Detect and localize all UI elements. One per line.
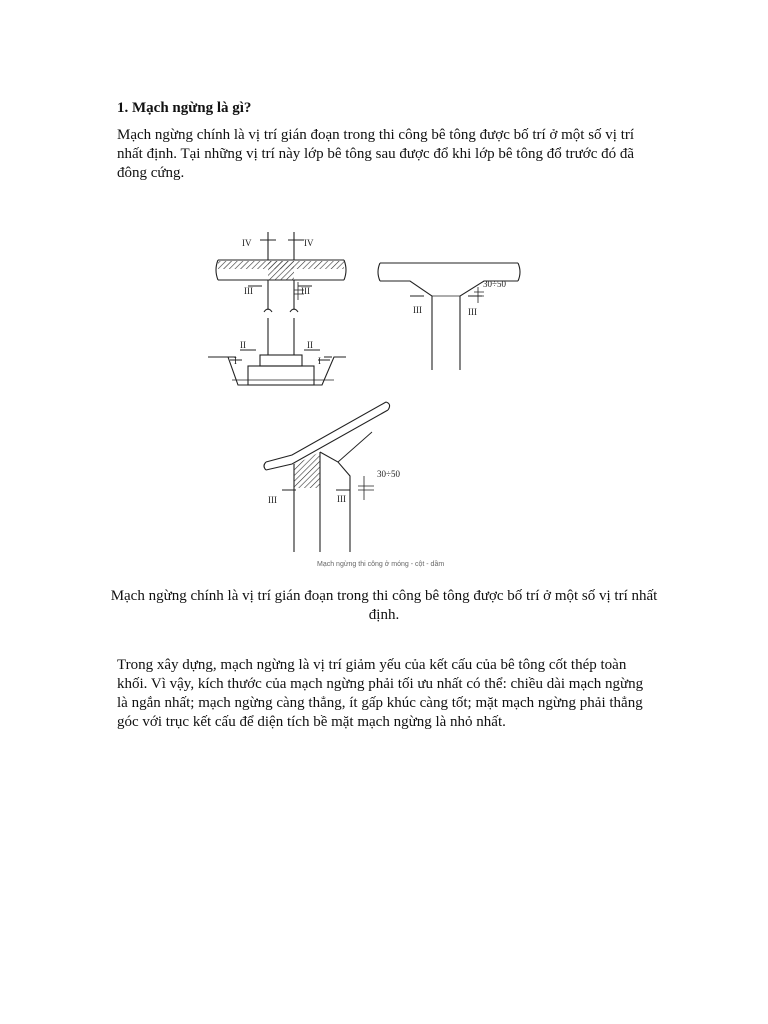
label-iii-junction-right: III — [468, 307, 477, 317]
body-paragraph: Trong xây dựng, mạch ngừng là vị trí giảm yếu của kết cấu của bê tông cốt thép toàn khối. Vì vậy, kích thước của mạch ngừng phải tối ưu nhất có thể: chiều dài mạch ngừng là ngắn nhất; mạch ngừng càng thẳng, ít gấp khúc càng tốt; mặt mạch ngừng phải thẳng góc với trục kết cấu để diện tích bề mặt mạch ngừng là nhỏ nhất. — [117, 657, 644, 730]
intro-paragraph: Mạch ngừng chính là vị trí gián đoạn trong thi công bê tông được bố trí ở một số vị trí nhất định. Tại những vị trí này lớp bê tông sau được đổ khi lớp bê tông đổ trước đó đã đông cứng. — [117, 127, 635, 181]
label-i-left: I — [234, 356, 237, 366]
label-iii-slope-right: III — [337, 494, 346, 504]
section-heading: 1. Mạch ngừng là gì? — [117, 100, 252, 116]
label-iii-right: III — [301, 286, 310, 296]
label-iii-slope-left: III — [268, 495, 277, 505]
figure-sloped-slab-column — [264, 402, 390, 552]
figure-inner-caption: Mạch ngừng thi công ở móng - cột - dầm — [317, 561, 445, 568]
label-iii-left: III — [244, 286, 253, 296]
figure-caption: Mạch ngừng chính là vị trí gián đoạn trong thi công bê tông được bố trí ở một số vị trí nhất định. — [110, 588, 658, 623]
dimension-label-slope: 30÷50 — [377, 469, 400, 479]
label-ii-left: II — [240, 340, 246, 350]
dimension-label-junction: 30÷50 — [483, 279, 506, 289]
figure-column-foundation — [208, 232, 346, 385]
label-ii-right: II — [307, 340, 313, 350]
label-i-right: I — [318, 356, 321, 366]
label-iv-right: IV — [304, 238, 314, 248]
label-iii-junction-left: III — [413, 305, 422, 315]
label-iv-left: IV — [242, 238, 252, 248]
